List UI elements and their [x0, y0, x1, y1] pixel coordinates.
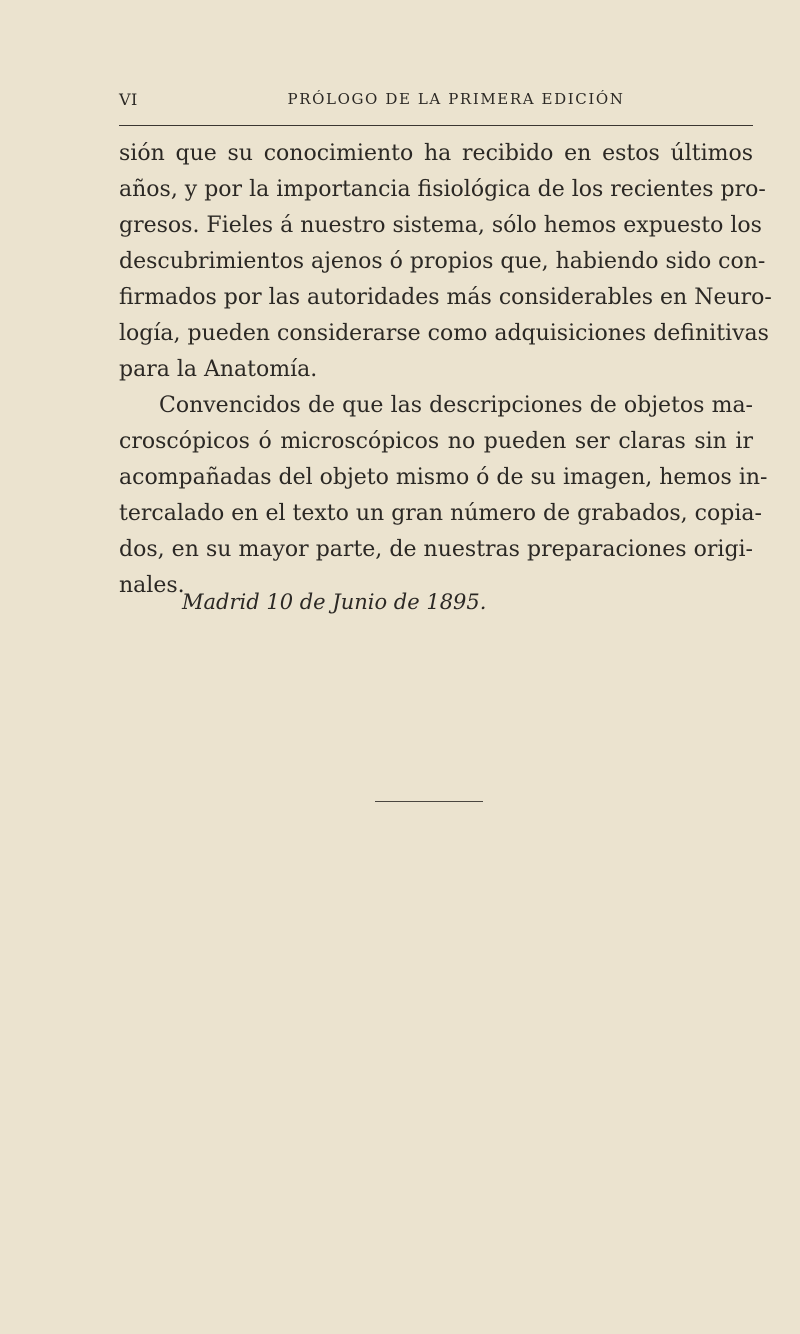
text-line: dos, en su mayor parte, de nuestras preparaciones origi- — [119, 537, 753, 562]
text-line: sión que su conocimiento ha recibido en estos últimos — [119, 141, 753, 166]
text-line: nales. — [119, 573, 185, 598]
text-line: para la Anatomía. — [119, 357, 318, 382]
page-number: VI — [119, 90, 138, 109]
text-line: gresos. Fieles á nuestro sistema, sólo hemos expuesto los — [119, 213, 762, 238]
text-line: acompañadas del objeto mismo ó de su imagen, hemos in- — [119, 465, 768, 490]
text-line: logía, pueden considerarse como adquisiciones definitivas — [119, 321, 769, 346]
text-line: tercalado en el texto un gran número de grabados, copia- — [119, 501, 762, 526]
date-signature: Madrid 10 de Junio de 1895. — [182, 590, 487, 614]
running-title: PRÓLOGO DE LA PRIMERA EDICIÓN — [287, 90, 625, 108]
running-head — [119, 86, 753, 114]
text-line: descubrimientos ajenos ó propios que, habiendo sido con- — [119, 249, 766, 274]
text-line: firmados por las autoridades más considerables en Neuro- — [119, 285, 772, 310]
end-rule — [375, 801, 483, 802]
text-line: Convencidos de que las descripciones de objetos ma- — [159, 393, 753, 418]
text-line: años, y por la importancia fisiológica de los recientes pro- — [119, 177, 766, 202]
header-rule — [119, 125, 753, 126]
text-line: croscópicos ó microscópicos no pueden ser claras sin ir — [119, 429, 753, 454]
body-text — [119, 136, 772, 604]
